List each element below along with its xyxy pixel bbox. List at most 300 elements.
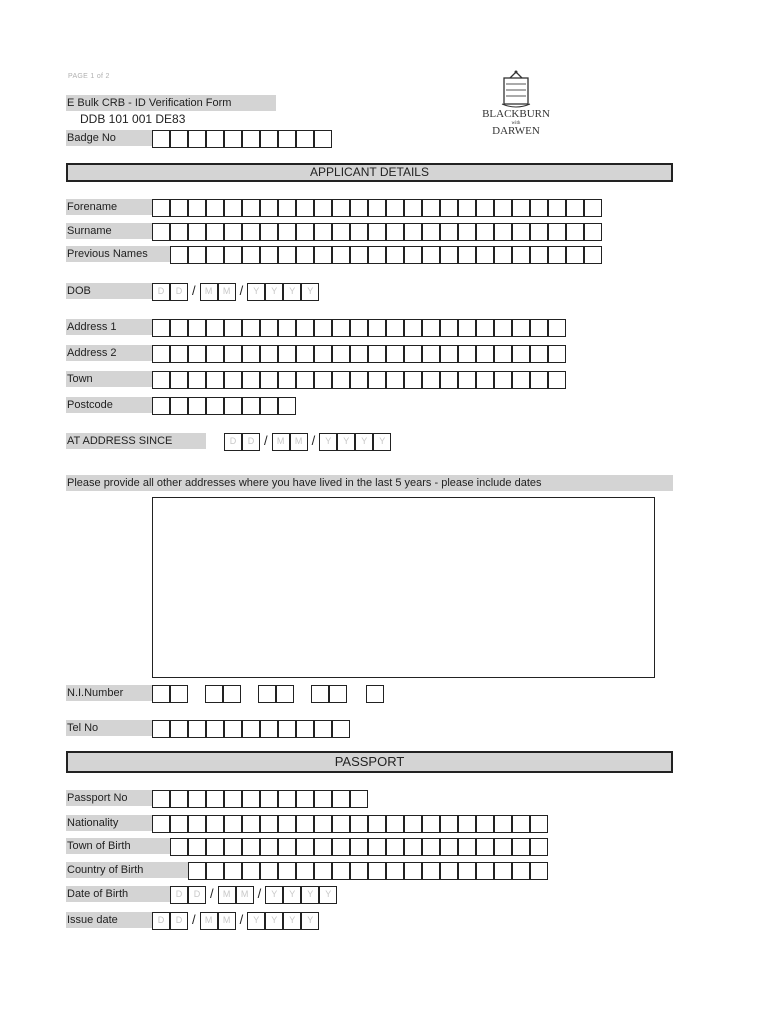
char-box[interactable] — [440, 223, 458, 241]
char-box[interactable] — [224, 720, 242, 738]
char-box[interactable] — [242, 815, 260, 833]
char-box[interactable] — [170, 685, 188, 703]
char-box[interactable]: M — [236, 886, 254, 904]
char-box[interactable]: Y — [265, 912, 283, 930]
char-box[interactable] — [350, 223, 368, 241]
char-box[interactable] — [584, 223, 602, 241]
char-box[interactable] — [296, 345, 314, 363]
char-box[interactable] — [224, 838, 242, 856]
char-box[interactable] — [224, 345, 242, 363]
char-box[interactable] — [350, 319, 368, 337]
char-box[interactable] — [224, 223, 242, 241]
char-box[interactable] — [311, 685, 329, 703]
char-box[interactable] — [440, 319, 458, 337]
char-box[interactable] — [224, 319, 242, 337]
ni-number-field-4[interactable] — [311, 685, 347, 703]
char-box[interactable] — [366, 685, 384, 703]
char-box[interactable]: M — [218, 886, 236, 904]
char-box[interactable] — [278, 246, 296, 264]
char-box[interactable] — [476, 199, 494, 217]
char-box[interactable] — [260, 371, 278, 389]
char-box[interactable] — [314, 815, 332, 833]
char-box[interactable] — [386, 862, 404, 880]
char-box[interactable]: Y — [283, 886, 301, 904]
char-box[interactable] — [458, 371, 476, 389]
char-box[interactable] — [152, 199, 170, 217]
char-box[interactable] — [368, 246, 386, 264]
char-box[interactable] — [152, 130, 170, 148]
ni-number-field-2[interactable] — [205, 685, 241, 703]
char-box[interactable] — [422, 319, 440, 337]
char-box[interactable] — [296, 838, 314, 856]
char-box[interactable]: Y — [319, 433, 337, 451]
char-box[interactable]: Y — [283, 912, 301, 930]
char-box[interactable] — [476, 319, 494, 337]
char-box[interactable] — [404, 815, 422, 833]
char-box[interactable] — [386, 223, 404, 241]
char-box[interactable]: Y — [265, 886, 283, 904]
char-box[interactable] — [548, 223, 566, 241]
char-box[interactable]: Y — [301, 912, 319, 930]
char-box[interactable] — [260, 720, 278, 738]
char-box[interactable] — [422, 223, 440, 241]
char-box[interactable]: D — [242, 433, 260, 451]
char-box[interactable] — [530, 223, 548, 241]
char-box[interactable] — [494, 246, 512, 264]
char-box[interactable] — [494, 199, 512, 217]
char-box[interactable] — [170, 397, 188, 415]
char-box[interactable] — [404, 199, 422, 217]
char-box[interactable] — [332, 246, 350, 264]
char-box[interactable] — [494, 862, 512, 880]
char-box[interactable] — [242, 319, 260, 337]
char-box[interactable] — [314, 790, 332, 808]
char-box[interactable] — [404, 223, 422, 241]
char-box[interactable] — [260, 862, 278, 880]
char-box[interactable] — [296, 371, 314, 389]
char-box[interactable] — [386, 815, 404, 833]
char-box[interactable] — [224, 397, 242, 415]
char-box[interactable] — [314, 223, 332, 241]
date-of-birth-field[interactable] — [170, 886, 337, 904]
char-box[interactable] — [278, 815, 296, 833]
char-box[interactable] — [188, 371, 206, 389]
char-box[interactable] — [296, 223, 314, 241]
char-box[interactable]: D — [188, 886, 206, 904]
char-box[interactable] — [223, 685, 241, 703]
char-box[interactable] — [258, 685, 276, 703]
char-box[interactable] — [494, 223, 512, 241]
char-box[interactable] — [530, 838, 548, 856]
char-box[interactable] — [260, 397, 278, 415]
char-box[interactable] — [476, 371, 494, 389]
char-box[interactable] — [278, 371, 296, 389]
char-box[interactable] — [296, 199, 314, 217]
char-box[interactable] — [332, 790, 350, 808]
char-box[interactable] — [206, 223, 224, 241]
char-box[interactable] — [314, 319, 332, 337]
char-box[interactable]: Y — [373, 433, 391, 451]
char-box[interactable] — [512, 223, 530, 241]
char-box[interactable] — [350, 815, 368, 833]
char-box[interactable] — [566, 246, 584, 264]
char-box[interactable] — [152, 685, 170, 703]
char-box[interactable] — [422, 345, 440, 363]
char-box[interactable] — [206, 371, 224, 389]
char-box[interactable] — [224, 790, 242, 808]
char-box[interactable] — [224, 371, 242, 389]
tel-no-field[interactable] — [152, 720, 350, 738]
char-box[interactable] — [530, 815, 548, 833]
char-box[interactable] — [206, 199, 224, 217]
char-box[interactable] — [260, 815, 278, 833]
char-box[interactable] — [242, 223, 260, 241]
char-box[interactable] — [206, 397, 224, 415]
char-box[interactable] — [260, 345, 278, 363]
char-box[interactable] — [242, 199, 260, 217]
char-box[interactable] — [458, 246, 476, 264]
char-box[interactable]: D — [152, 912, 170, 930]
char-box[interactable] — [314, 345, 332, 363]
char-box[interactable] — [512, 246, 530, 264]
char-box[interactable]: Y — [319, 886, 337, 904]
ni-number-field-1[interactable] — [152, 685, 188, 703]
char-box[interactable] — [188, 815, 206, 833]
char-box[interactable] — [188, 130, 206, 148]
char-box[interactable] — [314, 371, 332, 389]
char-box[interactable] — [260, 319, 278, 337]
char-box[interactable] — [170, 246, 188, 264]
char-box[interactable]: Y — [301, 283, 319, 301]
char-box[interactable] — [188, 862, 206, 880]
char-box[interactable] — [530, 199, 548, 217]
char-box[interactable] — [350, 790, 368, 808]
char-box[interactable] — [224, 199, 242, 217]
char-box[interactable] — [152, 371, 170, 389]
char-box[interactable] — [368, 345, 386, 363]
char-box[interactable]: Y — [247, 912, 265, 930]
char-box[interactable] — [350, 345, 368, 363]
char-box[interactable] — [276, 685, 294, 703]
char-box[interactable]: Y — [355, 433, 373, 451]
char-box[interactable] — [260, 838, 278, 856]
char-box[interactable] — [350, 246, 368, 264]
address2-field[interactable] — [152, 345, 566, 363]
char-box[interactable] — [494, 815, 512, 833]
char-box[interactable] — [206, 720, 224, 738]
char-box[interactable] — [476, 815, 494, 833]
char-box[interactable] — [458, 862, 476, 880]
char-box[interactable] — [278, 319, 296, 337]
char-box[interactable]: Y — [283, 283, 301, 301]
char-box[interactable] — [278, 199, 296, 217]
char-box[interactable] — [278, 130, 296, 148]
char-box[interactable] — [386, 319, 404, 337]
char-box[interactable] — [350, 371, 368, 389]
char-box[interactable] — [368, 815, 386, 833]
char-box[interactable] — [260, 130, 278, 148]
char-box[interactable] — [476, 246, 494, 264]
char-box[interactable] — [404, 862, 422, 880]
char-box[interactable] — [170, 838, 188, 856]
char-box[interactable] — [170, 199, 188, 217]
char-box[interactable] — [242, 720, 260, 738]
char-box[interactable] — [332, 319, 350, 337]
char-box[interactable] — [332, 371, 350, 389]
char-box[interactable] — [548, 345, 566, 363]
char-box[interactable] — [332, 838, 350, 856]
char-box[interactable] — [224, 815, 242, 833]
char-box[interactable]: M — [218, 912, 236, 930]
char-box[interactable] — [224, 862, 242, 880]
char-box[interactable] — [260, 223, 278, 241]
char-box[interactable] — [242, 862, 260, 880]
char-box[interactable]: D — [152, 283, 170, 301]
char-box[interactable] — [278, 223, 296, 241]
char-box[interactable] — [314, 720, 332, 738]
char-box[interactable] — [512, 345, 530, 363]
char-box[interactable] — [440, 862, 458, 880]
char-box[interactable] — [368, 319, 386, 337]
char-box[interactable] — [170, 345, 188, 363]
char-box[interactable] — [242, 246, 260, 264]
char-box[interactable] — [242, 345, 260, 363]
char-box[interactable] — [530, 246, 548, 264]
char-box[interactable] — [152, 790, 170, 808]
char-box[interactable] — [548, 246, 566, 264]
char-box[interactable] — [188, 397, 206, 415]
char-box[interactable] — [368, 223, 386, 241]
char-box[interactable]: D — [170, 912, 188, 930]
passport-no-field[interactable] — [152, 790, 368, 808]
other-addresses-textarea[interactable] — [152, 497, 655, 678]
char-box[interactable] — [458, 345, 476, 363]
char-box[interactable] — [350, 838, 368, 856]
char-box[interactable] — [278, 720, 296, 738]
ni-number-field-5[interactable] — [366, 685, 384, 703]
town-field[interactable] — [152, 371, 566, 389]
issue-date-field[interactable] — [152, 912, 319, 930]
char-box[interactable] — [332, 862, 350, 880]
char-box[interactable]: D — [170, 283, 188, 301]
char-box[interactable] — [584, 199, 602, 217]
char-box[interactable] — [548, 371, 566, 389]
char-box[interactable] — [512, 815, 530, 833]
char-box[interactable] — [224, 130, 242, 148]
char-box[interactable] — [476, 862, 494, 880]
char-box[interactable] — [530, 371, 548, 389]
char-box[interactable] — [170, 223, 188, 241]
char-box[interactable] — [206, 862, 224, 880]
char-box[interactable] — [242, 371, 260, 389]
char-box[interactable]: M — [200, 283, 218, 301]
char-box[interactable] — [584, 246, 602, 264]
char-box[interactable] — [152, 223, 170, 241]
char-box[interactable] — [224, 246, 242, 264]
char-box[interactable] — [152, 319, 170, 337]
char-box[interactable] — [422, 815, 440, 833]
char-box[interactable] — [440, 199, 458, 217]
char-box[interactable] — [314, 199, 332, 217]
char-box[interactable] — [440, 246, 458, 264]
char-box[interactable] — [512, 862, 530, 880]
char-box[interactable] — [440, 815, 458, 833]
char-box[interactable] — [296, 130, 314, 148]
char-box[interactable] — [332, 720, 350, 738]
char-box[interactable] — [152, 815, 170, 833]
char-box[interactable] — [188, 345, 206, 363]
char-box[interactable] — [494, 345, 512, 363]
char-box[interactable] — [350, 199, 368, 217]
char-box[interactable] — [206, 838, 224, 856]
char-box[interactable] — [188, 838, 206, 856]
char-box[interactable]: D — [224, 433, 242, 451]
char-box[interactable] — [458, 838, 476, 856]
char-box[interactable] — [422, 838, 440, 856]
char-box[interactable] — [476, 838, 494, 856]
char-box[interactable] — [368, 862, 386, 880]
char-box[interactable] — [242, 397, 260, 415]
char-box[interactable] — [296, 862, 314, 880]
char-box[interactable] — [188, 790, 206, 808]
char-box[interactable] — [440, 838, 458, 856]
char-box[interactable]: M — [272, 433, 290, 451]
char-box[interactable] — [314, 862, 332, 880]
char-box[interactable] — [332, 223, 350, 241]
char-box[interactable] — [188, 199, 206, 217]
char-box[interactable] — [422, 371, 440, 389]
char-box[interactable] — [296, 720, 314, 738]
postcode-field[interactable] — [152, 397, 296, 415]
char-box[interactable] — [494, 838, 512, 856]
char-box[interactable] — [188, 223, 206, 241]
forename-field[interactable] — [152, 199, 602, 217]
char-box[interactable] — [386, 838, 404, 856]
char-box[interactable] — [512, 371, 530, 389]
char-box[interactable] — [368, 371, 386, 389]
char-box[interactable] — [170, 319, 188, 337]
char-box[interactable] — [314, 130, 332, 148]
char-box[interactable] — [404, 319, 422, 337]
char-box[interactable] — [278, 790, 296, 808]
char-box[interactable] — [170, 790, 188, 808]
address1-field[interactable] — [152, 319, 566, 337]
char-box[interactable] — [188, 720, 206, 738]
surname-field[interactable] — [152, 223, 602, 241]
at-address-since-field[interactable] — [224, 433, 391, 451]
char-box[interactable] — [206, 130, 224, 148]
char-box[interactable] — [476, 223, 494, 241]
char-box[interactable] — [152, 345, 170, 363]
char-box[interactable] — [206, 345, 224, 363]
char-box[interactable] — [458, 223, 476, 241]
char-box[interactable] — [152, 397, 170, 415]
char-box[interactable] — [206, 246, 224, 264]
char-box[interactable] — [566, 199, 584, 217]
char-box[interactable] — [458, 199, 476, 217]
char-box[interactable]: Y — [337, 433, 355, 451]
char-box[interactable]: M — [200, 912, 218, 930]
char-box[interactable] — [512, 199, 530, 217]
dob-field[interactable] — [152, 283, 319, 301]
char-box[interactable] — [350, 862, 368, 880]
char-box[interactable] — [152, 720, 170, 738]
char-box[interactable] — [332, 815, 350, 833]
char-box[interactable] — [404, 371, 422, 389]
char-box[interactable] — [314, 838, 332, 856]
char-box[interactable] — [386, 371, 404, 389]
char-box[interactable] — [566, 223, 584, 241]
char-box[interactable] — [368, 199, 386, 217]
char-box[interactable] — [260, 790, 278, 808]
char-box[interactable] — [188, 246, 206, 264]
char-box[interactable] — [368, 838, 386, 856]
char-box[interactable] — [386, 199, 404, 217]
char-box[interactable] — [206, 815, 224, 833]
char-box[interactable]: Y — [265, 283, 283, 301]
char-box[interactable] — [278, 345, 296, 363]
char-box[interactable] — [458, 319, 476, 337]
char-box[interactable]: M — [290, 433, 308, 451]
char-box[interactable] — [206, 790, 224, 808]
char-box[interactable] — [332, 199, 350, 217]
char-box[interactable]: D — [170, 886, 188, 904]
char-box[interactable] — [530, 862, 548, 880]
char-box[interactable] — [332, 345, 350, 363]
char-box[interactable] — [512, 838, 530, 856]
char-box[interactable] — [296, 319, 314, 337]
char-box[interactable] — [530, 319, 548, 337]
char-box[interactable] — [548, 319, 566, 337]
char-box[interactable] — [260, 246, 278, 264]
char-box[interactable]: Y — [247, 283, 265, 301]
char-box[interactable] — [494, 319, 512, 337]
country-of-birth-field[interactable] — [188, 862, 548, 880]
char-box[interactable] — [242, 838, 260, 856]
char-box[interactable] — [170, 815, 188, 833]
char-box[interactable] — [260, 199, 278, 217]
char-box[interactable] — [440, 371, 458, 389]
char-box[interactable] — [494, 371, 512, 389]
char-box[interactable] — [170, 720, 188, 738]
char-box[interactable] — [404, 345, 422, 363]
char-box[interactable]: Y — [301, 886, 319, 904]
char-box[interactable] — [296, 790, 314, 808]
char-box[interactable] — [530, 345, 548, 363]
nationality-field[interactable] — [152, 815, 548, 833]
char-box[interactable] — [314, 246, 332, 264]
char-box[interactable] — [278, 397, 296, 415]
char-box[interactable] — [476, 345, 494, 363]
char-box[interactable] — [170, 130, 188, 148]
char-box[interactable] — [170, 371, 188, 389]
char-box[interactable] — [458, 815, 476, 833]
char-box[interactable] — [422, 246, 440, 264]
char-box[interactable]: M — [218, 283, 236, 301]
char-box[interactable] — [329, 685, 347, 703]
char-box[interactable] — [440, 345, 458, 363]
badge-no-field[interactable] — [152, 130, 332, 148]
char-box[interactable] — [205, 685, 223, 703]
char-box[interactable] — [188, 319, 206, 337]
char-box[interactable] — [422, 199, 440, 217]
char-box[interactable] — [296, 815, 314, 833]
char-box[interactable] — [242, 790, 260, 808]
char-box[interactable] — [548, 199, 566, 217]
char-box[interactable] — [386, 246, 404, 264]
char-box[interactable] — [206, 319, 224, 337]
char-box[interactable] — [512, 319, 530, 337]
